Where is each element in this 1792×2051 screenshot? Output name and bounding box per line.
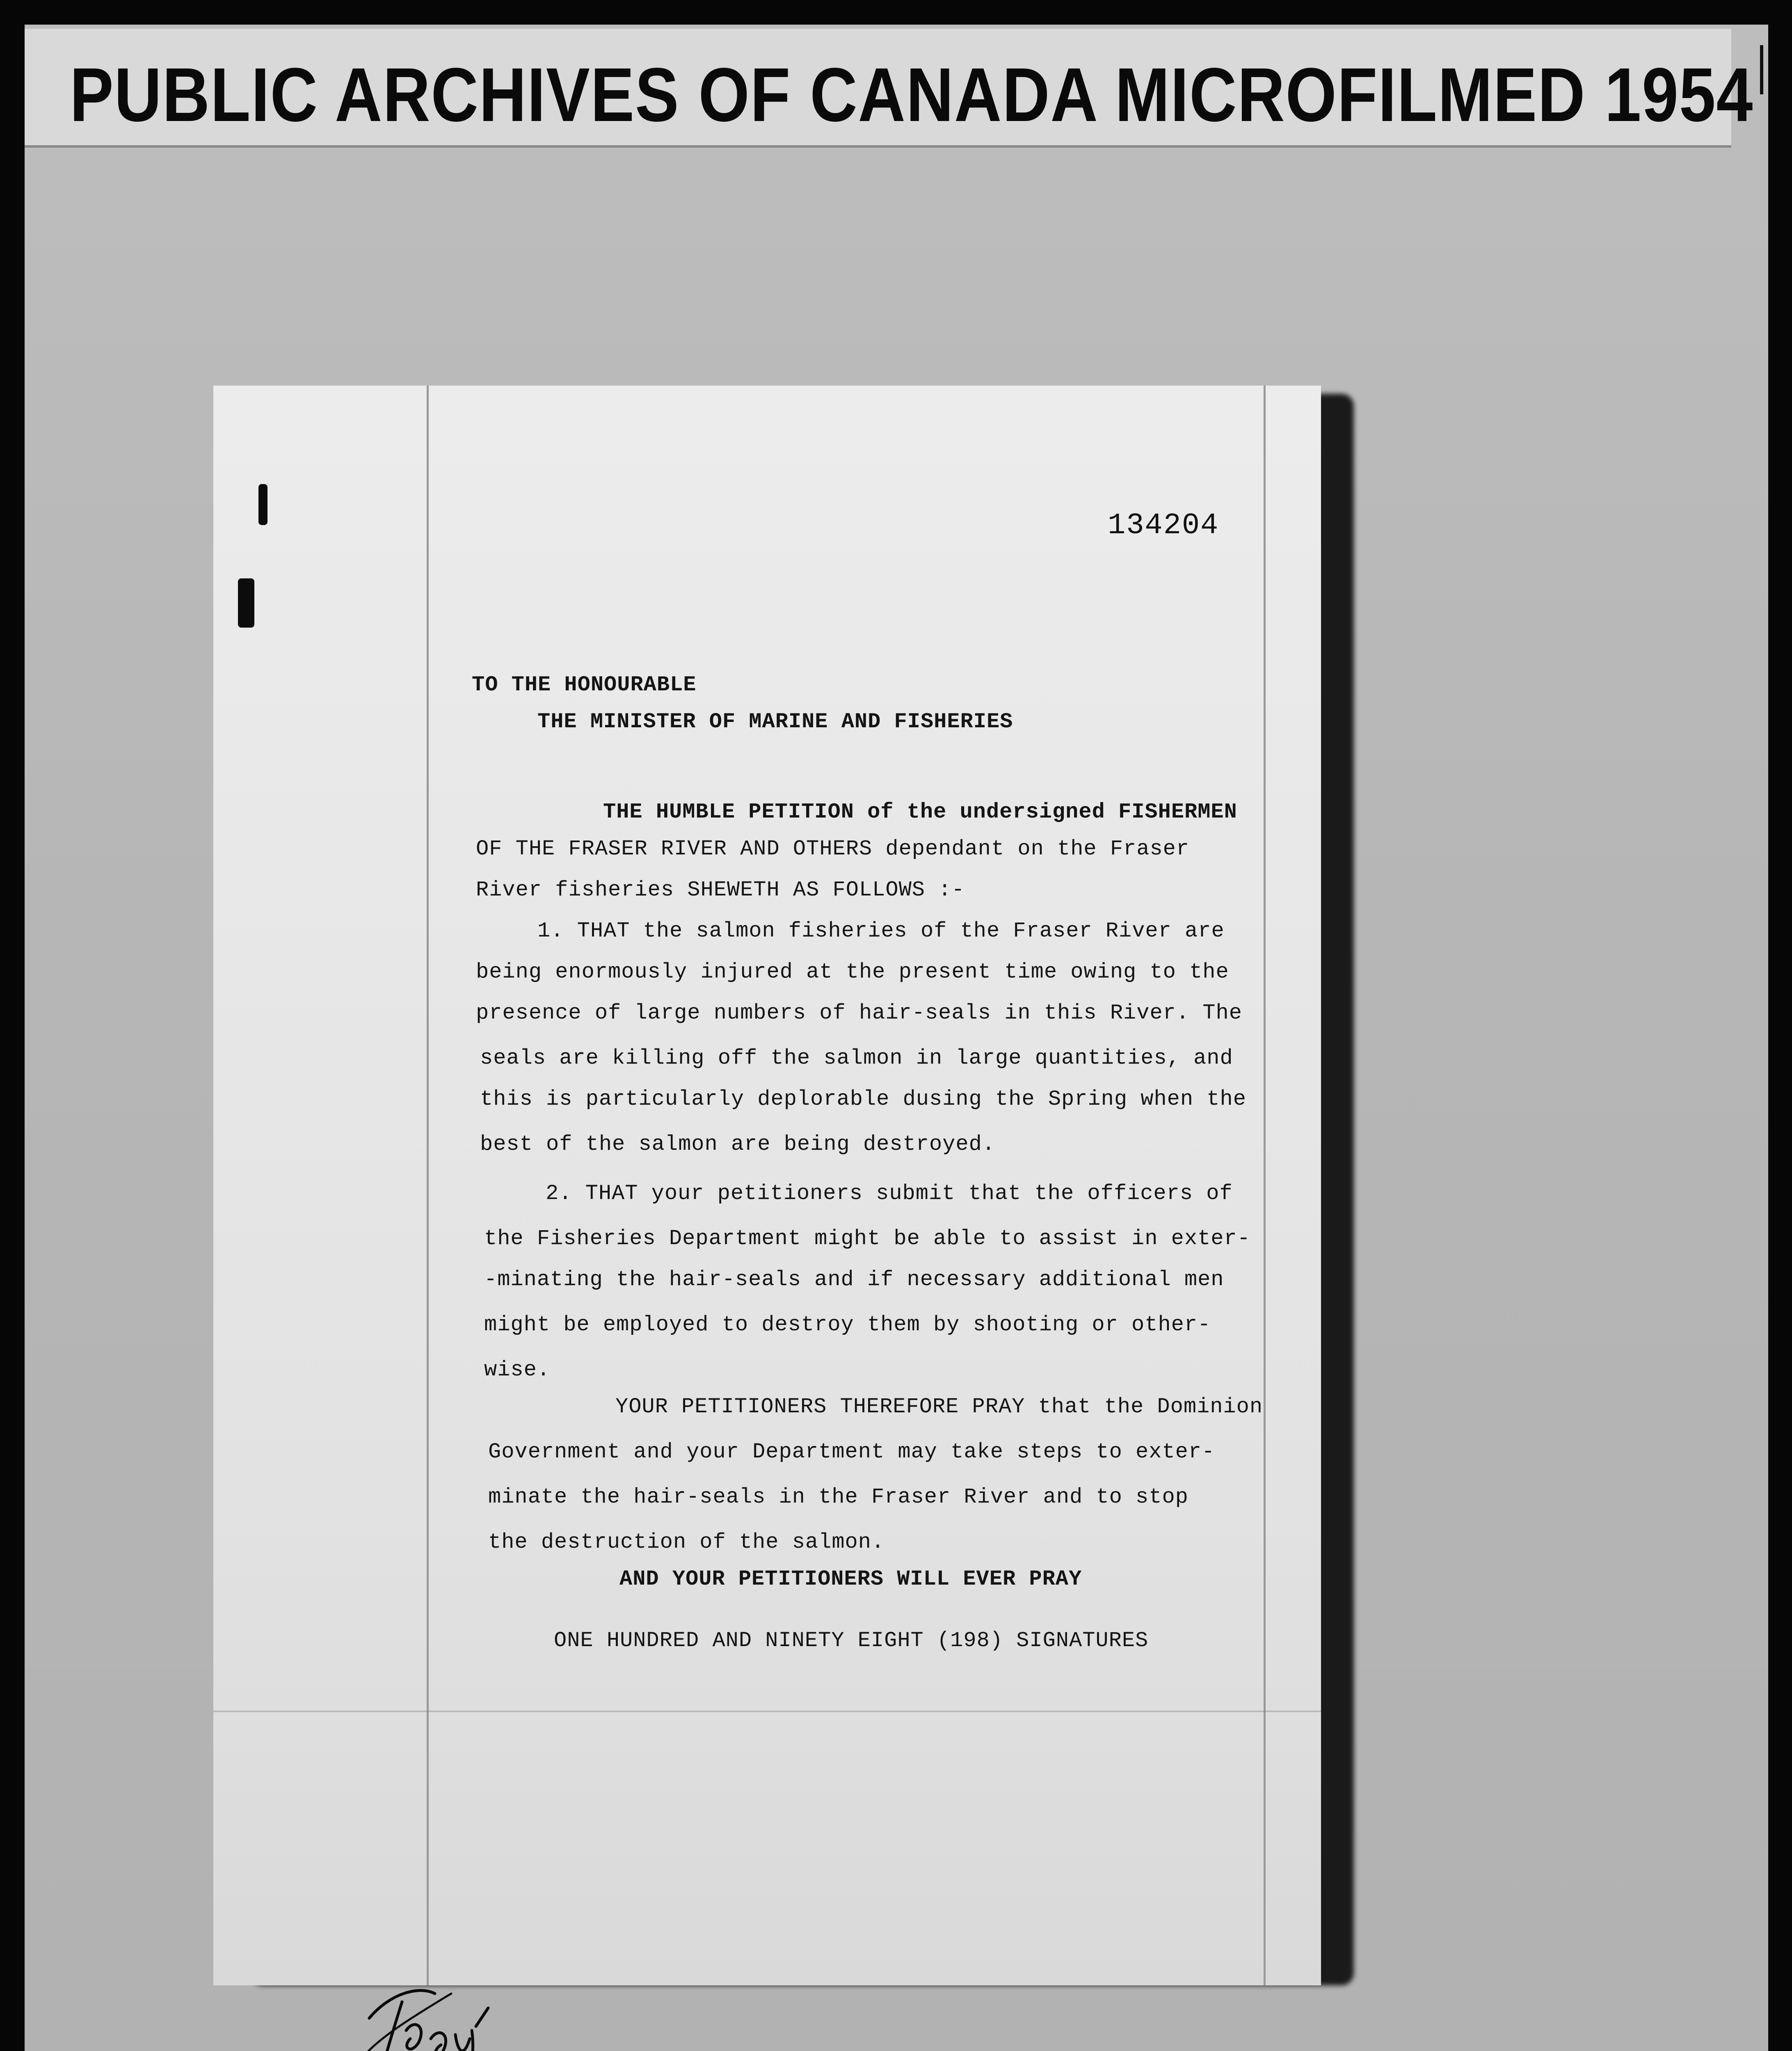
petition-line: seals are killing off the salmon in large quantities, and xyxy=(480,1046,1233,1070)
punch-mark-top xyxy=(258,484,267,525)
right-margin-line xyxy=(1264,386,1266,1985)
petition-line: might be employed to destroy them by shooting or other- xyxy=(484,1313,1211,1337)
petition-line: minate the hair-seals in the Fraser River and to stop xyxy=(488,1485,1189,1509)
petition-line: this is particularly deplorable dusing the Spring when the xyxy=(480,1087,1246,1111)
left-margin-line xyxy=(427,386,429,1985)
petition-line: YOUR PETITIONERS THEREFORE PRAY that the Dominion xyxy=(615,1395,1263,1419)
petition-line: 2. THAT your petitioners submit that the officers of xyxy=(546,1181,1233,1206)
petition-line: THE HUMBLE PETITION of the undersigned FISHERMEN xyxy=(603,800,1237,824)
petition-line: -minating the hair-seals and if necessary additional men xyxy=(484,1268,1224,1292)
addressee-line-2: THE MINISTER OF MARINE AND FISHERIES xyxy=(537,710,1013,734)
archive-header-banner xyxy=(25,29,1754,148)
archive-header-text: PUBLIC ARCHIVES OF CANADA MICROFILMED 1954 xyxy=(70,53,1754,137)
addressee-line-1: TO THE HONOURABLE xyxy=(472,673,697,697)
petition-line: Government and your Department may take steps to exter- xyxy=(488,1440,1215,1464)
document-number: 134204 xyxy=(1108,509,1219,542)
petition-line: 1. THAT the salmon fisheries of the Fraser River are xyxy=(537,919,1225,943)
petition-line: being enormously injured at the present time owing to the xyxy=(476,960,1229,984)
punch-mark-bottom xyxy=(238,578,254,628)
paper-fold xyxy=(213,1711,1321,1712)
petition-line: presence of large numbers of hair-seals in this River. The xyxy=(476,1001,1242,1025)
petition-line: the destruction of the salmon. xyxy=(488,1530,885,1554)
petition-line: best of the salmon are being destroyed. xyxy=(480,1132,995,1156)
signature-count: ONE HUNDRED AND NINETY EIGHT (198) SIGNATURES xyxy=(554,1628,1149,1653)
petition-line: wise. xyxy=(484,1358,551,1382)
petition-line: River fisheries SHEWETH AS FOLLOWS :- xyxy=(476,878,965,902)
petition-line: OF THE FRASER RIVER AND OTHERS dependant on the Fraser xyxy=(476,837,1190,861)
handwritten-signature xyxy=(353,1969,509,2051)
petition-line: the Fisheries Department might be able to assist in exter- xyxy=(484,1226,1250,1251)
petition-closing: AND YOUR PETITIONERS WILL EVER PRAY xyxy=(619,1567,1082,1591)
frame-edge-mark xyxy=(1760,45,1763,94)
